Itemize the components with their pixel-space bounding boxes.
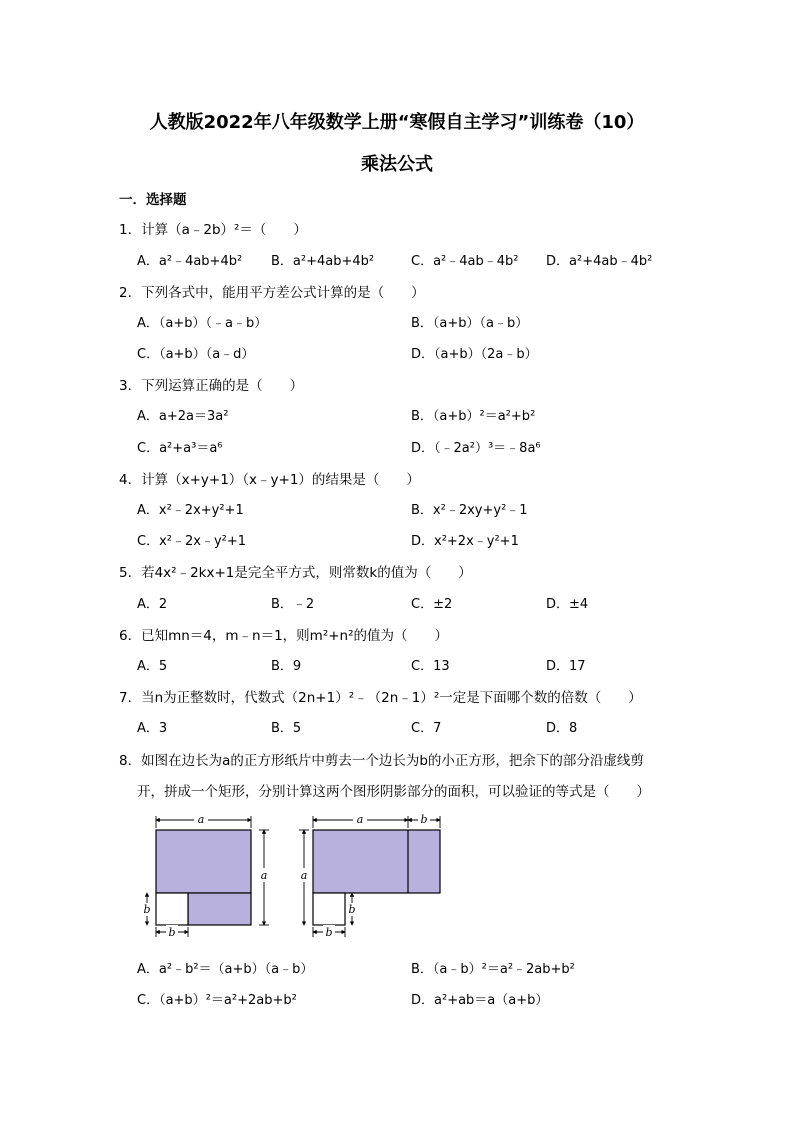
question-6-option-a: A．5 xyxy=(137,659,168,674)
question-5-stem: 5．若4x²﹣2kx+1是完全平方式，则常数k的值为（ ） xyxy=(119,565,472,581)
question-4-stem: 4．计算（x+y+1）（x﹣y+1）的结果是（ ） xyxy=(119,472,420,488)
small-square xyxy=(313,893,345,925)
label-b-top-2: b xyxy=(420,813,428,826)
question-2-option-c: C．（a+b）（a﹣d） xyxy=(137,347,255,362)
question-1-option-c: C．a²﹣4ab﹣4b² xyxy=(411,254,519,269)
question-5-option-d: D．±4 xyxy=(546,597,589,612)
question-7-stem: 7．当n为正整数时，代数式（2n+1）²﹣（2n﹣1）²一定是下面哪个数的倍数（ ） xyxy=(119,690,642,706)
question-7-option-b: B．5 xyxy=(271,721,302,736)
label-b-bottom-2: b xyxy=(325,926,333,939)
question-8-option-a: A．a²﹣b²＝（a+b）（a﹣b） xyxy=(137,962,314,977)
question-2-stem: 2．下列各式中，能用平方差公式计算的是（ ） xyxy=(119,285,425,301)
cutout-square xyxy=(156,893,188,925)
square-with-cutout-diagram xyxy=(141,812,270,939)
question-6-stem: 6．已知mn＝4，m﹣n＝1，则m²+n²的值为（ ） xyxy=(119,628,449,644)
question-6-option-d: D．17 xyxy=(546,659,586,674)
question-8-option-b: B．（a﹣b）²＝a²﹣2ab+b² xyxy=(411,962,575,977)
question-4-option-c: C．x²﹣2x﹣y²+1 xyxy=(137,534,247,549)
label-a-right: a xyxy=(260,869,268,882)
shaded-rectangle xyxy=(313,830,440,893)
rearranged-rectangle-diagram xyxy=(298,812,440,939)
question-8-option-d: D．a²+ab＝a（a+b） xyxy=(411,993,549,1008)
question-1-option-a: A．a²﹣4ab+4b² xyxy=(137,254,243,269)
question-7-option-d: D．8 xyxy=(546,721,578,736)
question-8-option-c: C．（a+b）²＝a²+2ab+b² xyxy=(137,993,297,1008)
question-7-option-c: C．7 xyxy=(411,721,442,736)
question-3-option-c: C．a²+a³＝a⁶ xyxy=(137,441,223,456)
question-3-stem: 3．下列运算正确的是（ ） xyxy=(119,378,304,394)
question-5-option-a: A．2 xyxy=(137,597,168,612)
question-2-option-d: D．（a+b）（2a﹣b） xyxy=(411,347,538,362)
shaded-bottom-region xyxy=(188,893,251,925)
question-6-option-c: C．13 xyxy=(411,659,450,674)
label-b-left: b xyxy=(143,903,151,916)
question-4-option-b: B．x²﹣2xy+y²﹣1 xyxy=(411,503,528,518)
label-b-right-2: b xyxy=(348,903,356,916)
question-8-stem-continued: 开，拼成一个矩形，分别计算这两个图形阴影部分的面积，可以验证的等式是（ ） xyxy=(137,784,650,800)
section-heading: 一．选择题 xyxy=(119,192,187,208)
question-3-option-d: D．（﹣2a²）³＝﹣8a⁶ xyxy=(411,441,541,456)
question-1-option-d: D．a²+4ab﹣4b² xyxy=(546,254,653,269)
label-a-top-2: a xyxy=(356,813,364,826)
question-7-option-a: A．3 xyxy=(137,721,168,736)
question-8-figure xyxy=(140,808,450,940)
question-3-option-a: A．a+2a＝3a² xyxy=(137,409,229,424)
question-2-option-b: B．（a+b）（a﹣b） xyxy=(411,316,529,331)
question-8-stem: 8．如图在边长为a的正方形纸片中剪去一个边长为b的小正方形，把余下的部分沿虚线剪 xyxy=(119,753,644,769)
question-6-option-b: B．9 xyxy=(271,659,302,674)
shaded-top-region xyxy=(156,830,251,893)
question-5-option-c: C．±2 xyxy=(411,597,453,612)
question-5-option-b: B．﹣2 xyxy=(271,597,315,612)
page-subtitle: 乘法公式 xyxy=(361,154,433,175)
label-a-left-2: a xyxy=(300,869,308,882)
question-2-option-a: A．（a+b）（﹣a﹣b） xyxy=(137,316,268,331)
question-3-option-b: B．（a+b）²＝a²+b² xyxy=(411,409,536,424)
question-4-option-a: A．x²﹣2x+y²+1 xyxy=(137,503,244,518)
question-1-stem: 1．计算（a﹣2b）²＝（ ） xyxy=(119,222,307,238)
label-a-top: a xyxy=(197,813,205,826)
question-1-option-b: B．a²+4ab+4b² xyxy=(271,254,375,269)
question-4-option-d: D．x²+2x﹣y²+1 xyxy=(411,534,519,549)
page-title: 人教版2022年八年级数学上册“寒假自主学习”训练卷（10） xyxy=(149,112,645,133)
label-b-bottom: b xyxy=(168,926,176,939)
